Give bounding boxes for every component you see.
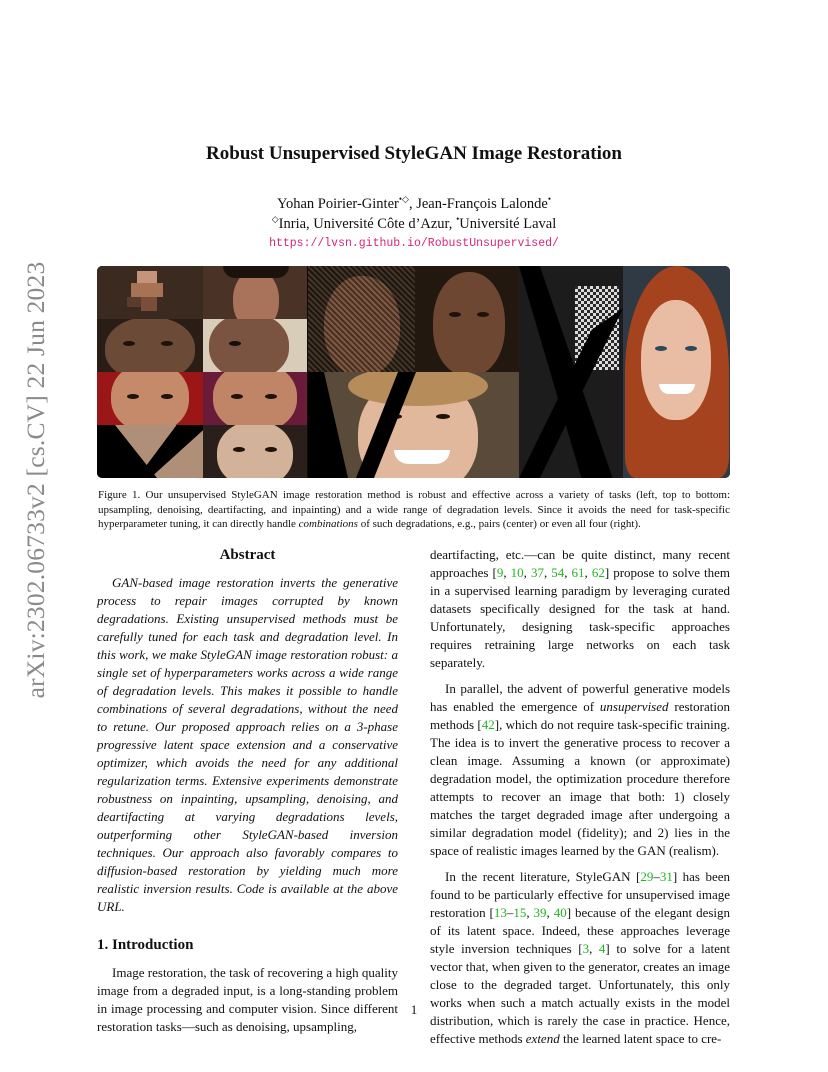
citation-link[interactable]: 62 bbox=[591, 565, 605, 580]
citation-link[interactable]: 15 bbox=[513, 905, 527, 920]
body-text: ] has been found to be particularly effective for unsupervised image restoration [ bbox=[430, 869, 730, 920]
body-text: In the recent literature, StyleGAN [ bbox=[445, 869, 641, 884]
pair-degradation-input bbox=[308, 266, 415, 372]
arxiv-identifier: arXiv:2302.06733v2 [cs.CV] 22 Jun 2023 bbox=[21, 261, 50, 699]
paper-title: Robust Unsupervised StyleGAN Image Restoration bbox=[206, 143, 622, 164]
affiliation-line bbox=[0, 214, 828, 233]
citation-link[interactable]: 39 bbox=[533, 905, 547, 920]
all-four-degradation-input bbox=[519, 266, 623, 478]
upsampling-example-pixelated bbox=[97, 266, 203, 319]
intro-paragraph: Image restoration, the task of recovering a high quality image from a degraded input, is a long-standing problem in image processing and computer vision. Since different restoration tasks—such as denoising, upsampling, bbox=[97, 965, 398, 1034]
body-text: restoration methods [ bbox=[430, 699, 730, 732]
citation-link[interactable]: 3 bbox=[582, 941, 590, 956]
pair-inpainting-restored-face bbox=[308, 372, 519, 478]
affiliation-mark: • bbox=[456, 214, 460, 224]
deartifacting-example-artifacts bbox=[97, 372, 203, 425]
citation-link[interactable]: 31 bbox=[659, 869, 673, 884]
citation-link[interactable]: 54 bbox=[551, 565, 565, 580]
citation-link[interactable]: 29 bbox=[640, 869, 654, 884]
body-text: ] propose to solve them in a supervised learning paradigm by leveraging curated datasets specifically designed for the task at hand. Unfortunately, designing task-specific approaches requires retraining large networks on each task separately. bbox=[430, 565, 731, 670]
deartifacting-example-restored bbox=[203, 372, 307, 425]
denoising-example-restored bbox=[203, 319, 307, 372]
author-name: Jean-François Lalonde bbox=[416, 195, 548, 212]
project-url[interactable]: https://lvsn.github.io/RobustUnsupervised/ bbox=[269, 237, 559, 250]
intro-paragraph bbox=[430, 680, 730, 860]
author-separator: , bbox=[408, 195, 417, 212]
introduction-heading: 1. Introduction bbox=[97, 937, 194, 953]
body-text: the learned latent space to cre- bbox=[559, 1031, 722, 1046]
body-text: In parallel, the advent of powerful generative models has enabled the emergence of bbox=[430, 681, 730, 714]
body-text: ] because of the elegant design of its latent space. Indeed, these approaches leverage style inversion techniques [ bbox=[430, 905, 731, 956]
pair-degradation-restored bbox=[415, 266, 519, 372]
page-number: 1 bbox=[410, 1002, 418, 1017]
inpainting-example-masked bbox=[97, 425, 203, 478]
upsampling-example-restored bbox=[203, 266, 307, 319]
caption-emphasis: combinations bbox=[298, 518, 358, 530]
citation-link[interactable]: 40 bbox=[553, 905, 567, 920]
citation-link[interactable]: 37 bbox=[530, 565, 544, 580]
affiliation-name: Université Laval bbox=[459, 215, 557, 232]
citation-link[interactable]: 10 bbox=[510, 565, 524, 580]
teaser-figure bbox=[97, 266, 730, 478]
body-emphasis: extend bbox=[525, 1031, 560, 1046]
denoising-example-noisy bbox=[97, 319, 203, 372]
caption-text: Figure 1. Our unsupervised StyleGAN image restoration method is robust and effective across a variety of tasks (left, top to bottom: upsampling, denoising, deartifacting, and inpainting) and a wide range of degradation levels. Since it avoids the need for task-specific hyperparameter tuning, it can directly handle bbox=[98, 489, 730, 530]
abstract-heading: Abstract bbox=[219, 547, 276, 563]
author-name: Yohan Poirier-Ginter bbox=[276, 195, 399, 212]
body-text: deartifacting, etc.—can be quite distinct, many recent approaches [ bbox=[430, 547, 730, 580]
citation-link[interactable]: 42 bbox=[481, 717, 495, 732]
figure-caption bbox=[98, 488, 730, 532]
citation-link[interactable]: 4 bbox=[598, 941, 606, 956]
body-emphasis: unsupervised bbox=[599, 699, 669, 714]
body-text: ], which do not require task-specific training. The idea is to invert the generative process to recover a clean image. Assuming a known (or approximate) degradation model, the optimization procedure therefore attempts to recover an image that both: 1) closely matches the target degraded image after undergoing a similar degradation model (fidelity); and 2) lies in the space of realistic images learned by the GAN (realism). bbox=[430, 717, 730, 858]
body-text: ] to solve for a latent vector that, when given to the generator, creates an image close to the degraded target. Unfortunately, this only works when such a match actually exists in the model distribution, which is rarely the case in practice. Hence, effective methods bbox=[430, 941, 730, 1046]
citation-link[interactable]: 61 bbox=[571, 565, 585, 580]
affiliation-name: Inria, Université Côte d’Azur, bbox=[278, 215, 457, 232]
abstract-body: GAN-based image restoration inverts the generative process to repair images corrupted by known degradations. Existing unsupervised methods must be carefully tuned for each task and degradation level. In this work, we make StyleGAN image restoration robust: a single set of hyperparameters works across a wide range of degradation levels. This makes it possible to handle combinations of several degradations, without the need to retune. Our proposed approach relies on a 3-phase progressive latent space extension and a conservative optimizer, which avoids the need for any additional regularization terms. Extensive experiments demonstrate robustness on inpainting, upsampling, denoising, and deartifacting at varying degradations levels, outperforming other StyleGAN-based inversion techniques. Our approach also favorably compares to diffusion-based restoration by yielding much more realistic inversion results. Code is available at the above URL. bbox=[97, 575, 398, 914]
citation-link[interactable]: 9 bbox=[496, 565, 504, 580]
intro-paragraph: In the recent literature, StyleGAN [29–31] has been found to be particularly effective for unsupervised image restoration [13–15, 39, 40] because of the elegant design of its latent space. Indeed, these approaches leverage style inversion techniques [3, 4] to solve for a latent vector that, when given to the generator, creates an image close to the degraded target. Unfortunately, this only works when such a match actually exists in the model distribution, which is rarely the case in practice. Hence, effective methods extend the learned latent space to cre- bbox=[430, 869, 731, 1046]
all-four-restored-portrait bbox=[623, 266, 730, 478]
author-affiliation-mark: •◇ bbox=[398, 194, 409, 204]
caption-text: of such degradations, e.g., pairs (center) or even all four (right). bbox=[357, 518, 641, 530]
author-line bbox=[0, 194, 828, 213]
intro-paragraph-continued: deartifacting, etc.—can be quite distinct, many recent approaches [9, 10, 37, 54, 61, 62] propose to solve them in a supervised learning paradigm by leveraging curated datasets specifically designed for the task at hand. Unfortunately, designing task-specific approaches requires retraining large networks on each task separately. bbox=[430, 547, 731, 670]
arxiv-side-stamp bbox=[12, 261, 60, 699]
citation-link[interactable]: 13 bbox=[493, 905, 507, 920]
author-affiliation-mark: • bbox=[547, 194, 552, 204]
inpainting-example-restored bbox=[203, 425, 307, 478]
right-column bbox=[430, 546, 730, 1056]
left-column bbox=[97, 546, 398, 1044]
affiliation-mark: ◇ bbox=[271, 214, 279, 224]
